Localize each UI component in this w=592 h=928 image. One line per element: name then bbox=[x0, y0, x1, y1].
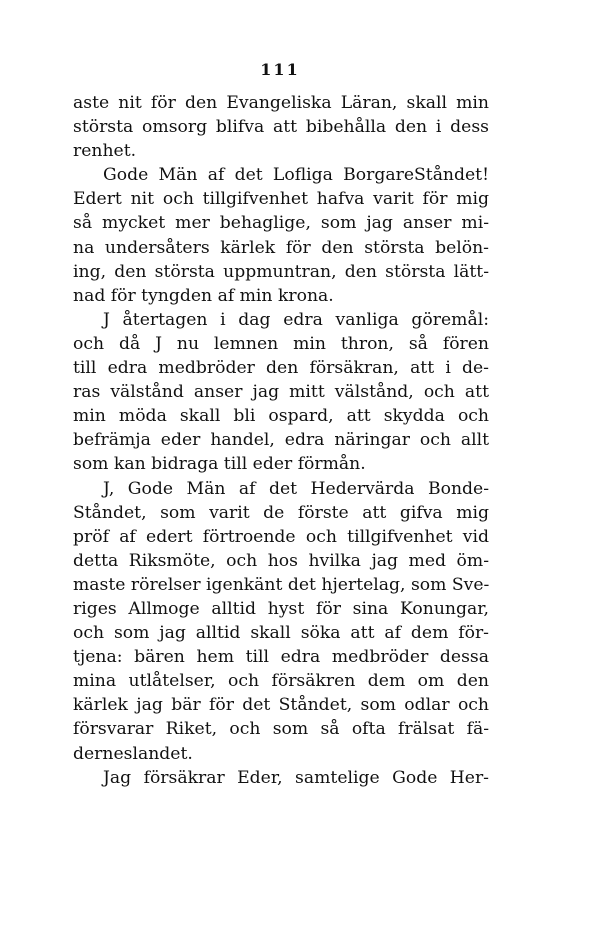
text-line: ras välstånd anser jag mitt välstånd, och att bbox=[73, 382, 489, 403]
text-line: kärlek jag bär för det Ståndet, som odlar och bbox=[73, 695, 489, 716]
text-line: nad för tyngden af min krona. bbox=[73, 285, 334, 306]
page-number: 111 bbox=[260, 60, 300, 79]
text-line: derneslandet. bbox=[73, 743, 193, 764]
text-line: na undersåters kärlek för den största belön- bbox=[73, 237, 489, 258]
text-line: och som jag alltid skall söka att af dem för- bbox=[73, 623, 489, 644]
text-line: riges Allmoge alltid hyst för sina Konungar, bbox=[73, 598, 489, 619]
text-line: maste rörelser igenkänt det hjertelag, som Sve- bbox=[73, 574, 490, 595]
text-line: renhet. bbox=[73, 141, 137, 162]
text-line: Jag försäkrar Eder, samtelige Gode Her- bbox=[103, 767, 489, 788]
body-text bbox=[73, 91, 489, 790]
text-line: J återtagen i dag edra vanliga göremål: bbox=[103, 309, 489, 330]
text-line: detta Riksmöte, och hos hvilka jag med öm- bbox=[73, 550, 489, 571]
text-line: Edert nit och tillgifvenhet hafva varit för mig bbox=[73, 189, 489, 210]
text-line: J, Gode Män af det Hedervärda Bonde- bbox=[103, 478, 489, 499]
text-line: Gode Män af det Lofliga BorgareStåndet! bbox=[103, 165, 489, 186]
text-line: aste nit för den Evangeliska Läran, skall min bbox=[73, 93, 489, 113]
text-line: ing, den största uppmuntran, den största lätt- bbox=[73, 261, 489, 282]
text-line: största omsorg blifva att bibehålla den i dess bbox=[73, 117, 489, 138]
text-line: befrämja eder handel, edra näringar och allt bbox=[73, 430, 489, 451]
text-line: mina utlåtelser, och försäkren dem om den bbox=[73, 671, 489, 692]
text-line: till edra medbröder den försäkran, att i de- bbox=[73, 358, 489, 379]
text-line: Ståndet, som varit de förste att gifva mig bbox=[73, 502, 489, 523]
text-line: tjena: bären hem till edra medbröder dessa bbox=[73, 647, 489, 668]
text-line: och då J nu lemnen min thron, så fören bbox=[73, 333, 489, 354]
text-line: pröf af edert förtroende och tillgifvenhet vid bbox=[73, 526, 489, 547]
text-line: försvarar Riket, och som så ofta frälsat fä- bbox=[73, 719, 489, 740]
text-line: min möda skall bli ospard, att skydda och bbox=[73, 406, 489, 427]
text-line: som kan bidraga till eder förmån. bbox=[73, 454, 366, 475]
text-line: så mycket mer behaglige, som jag anser mi- bbox=[73, 213, 489, 234]
